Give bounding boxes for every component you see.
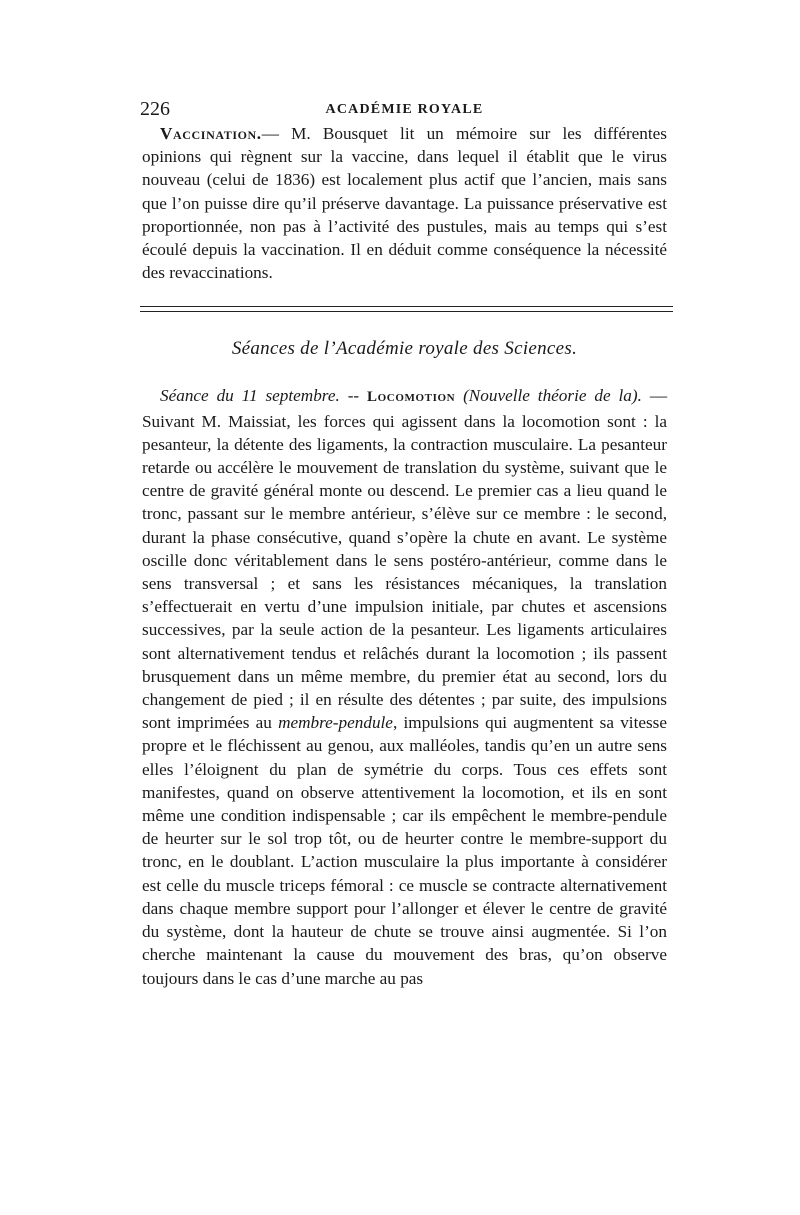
- section-heading: Séances de l’Académie royale des Sciences.: [231, 338, 578, 360]
- section-divider: [142, 306, 667, 316]
- session-dash: --: [339, 386, 368, 406]
- locomotion-subtitle: (Nouvelle théorie de la).: [463, 386, 642, 406]
- divider-rule-thin: [140, 311, 673, 312]
- running-head: [142, 96, 667, 122]
- locomotion-term: membre-pendule: [278, 713, 393, 733]
- vaccination-lead: Vaccination.: [160, 124, 262, 143]
- book-page: [142, 96, 667, 990]
- locomotion-lead: Locomotion: [367, 389, 456, 406]
- locomotion-text-a: — Suivant M. Maissiat, les forces qui agissent dans la locomotion sont : la pesanteur, la détente des ligaments, la contraction musculaire. La pesanteur retarde ou accélère le mouvement de translation du système, suivant que le centre de gravité général monte ou descend. Le premier cas a lieu quand le tronc, passant sur le membre antérieur, s’élève sur ce membre : le second, durant la phase consécutive, quand s’opère la chute en avant. Le système oscille donc véritablement dans le sens postéro-antérieur, comme dans le sens transversal ; et sans les résistances mécaniques, la translation s’effectuerait en vertu d’une impulsion initiale, par chutes et ascensions successives, par la seule action de la pesanteur. Les ligaments articulaires sont alternativement tendus et relâchés durant la locomotion ; ils passent brusquement dans un même membre, du premier état au second, lors du changement de pied ; il en résulte des détentes ; par suite, des impulsions sont imprimées au: [142, 386, 667, 733]
- divider-rule-thick: [140, 306, 673, 307]
- locomotion-paragraph: [142, 384, 667, 989]
- vaccination-text: — M. Bousquet lit un mémoire sur les différentes opinions qui règnent sur la vaccine, dans lequel il établit que le virus nouveau (celui de 1836) est localement plus actif que l’ancien, mais sans que l’on puisse dire qu’il préserve davantage. La puissance préservative est proportionnée, non pas à l’activité des pustules, mais au temps qui s’est écoulé depuis la vaccination. Il en déduit comme conséquence la nécessité des revaccinations.: [142, 124, 667, 283]
- page-number: 226: [140, 98, 170, 120]
- vaccination-paragraph: [142, 122, 667, 284]
- running-title: ACADÉMIE ROYALE: [325, 102, 484, 117]
- session-date: Séance du 11 septembre.: [160, 386, 340, 406]
- locomotion-text-b: , impulsions qui augmentent sa vitesse propre et le fléchissent au genou, aux malléoles, tandis qu’en un autre sens elles l’éloignent du plan de symétrie du corps. Tous ces effets sont manifestes, quand on observe attentivement la locomotion, et ils en sont même une condition indispensable ; car ils empêchent le membre-pendule de heurter sur le sol trop tôt, ou de heurter contre le membre-support du tronc, en le doublant. L’action musculaire la plus importante à considérer est celle du muscle triceps fémoral : ce muscle se contracte alternativement dans chaque membre support pour l’allonger et élever le centre de gravité du système, dont la hauteur de chute se trouve ainsi augmentée. Si l’on cherche maintenant la cause du mouvement des bras, qu’on observe toujours dans le cas d’une marche au pas: [142, 713, 667, 988]
